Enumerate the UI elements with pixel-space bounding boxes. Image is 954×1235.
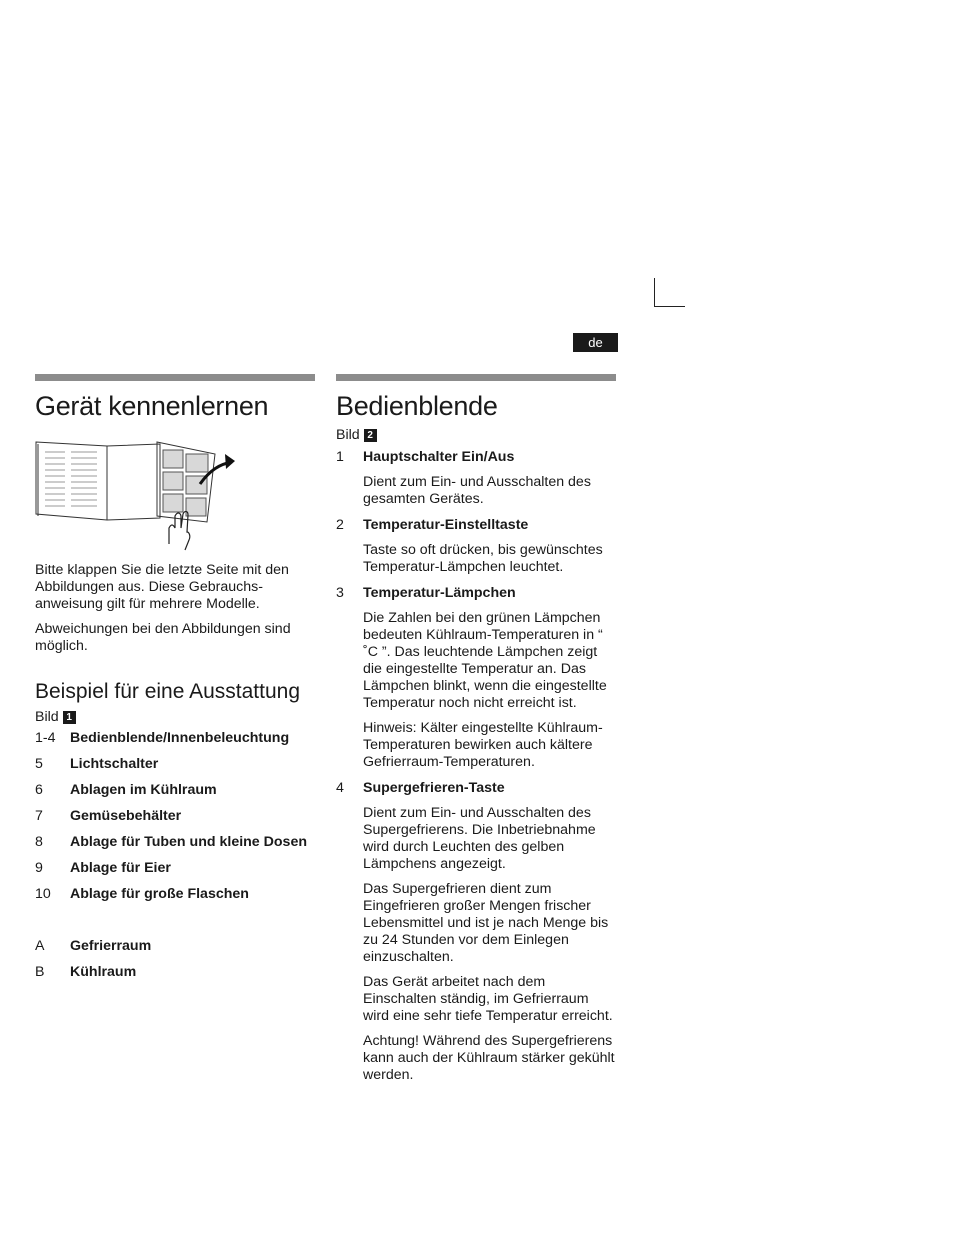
item-number: 2 bbox=[336, 517, 344, 533]
figure-number-badge: 2 bbox=[364, 429, 377, 442]
description-paragraph: Achtung! Während des Supergefrierens kann auch der Kühlraum stärker gekühlt werden. bbox=[363, 1033, 615, 1083]
intro-text-1: Bitte klappen Sie die letzte Seite mit den Abbildungen aus. Diese Gebrauchs-anweisung gilt für mehrere Modelle. bbox=[35, 562, 289, 612]
item-label: Supergefrieren-Taste bbox=[363, 780, 505, 796]
item-letter: A bbox=[35, 938, 45, 954]
item-label: Ablage für Tuben und kleine Dosen bbox=[70, 834, 308, 850]
list-item bbox=[35, 860, 315, 877]
figure-number-badge: 1 bbox=[63, 711, 76, 724]
language-badge: de bbox=[573, 333, 618, 352]
figure-label: Bild bbox=[35, 709, 59, 725]
item-label: Lichtschalter bbox=[70, 756, 159, 772]
section-bar bbox=[336, 374, 616, 381]
description-paragraph: Dient zum Ein- und Ausschalten des gesamten Gerätes. bbox=[363, 474, 591, 507]
item-number: 1 bbox=[336, 449, 344, 465]
description-paragraph: Die Zahlen bei den grünen Lämpchen bedeuten Kühlraum-Temperaturen in “ ˚C ”. Das leuchtende Lämpchen zeigt die eingestellte Temperatur an. Das Lämpchen blinkt, wenn die eingestellte Temperatur noch nicht erreicht ist. bbox=[363, 610, 607, 711]
item-label: Ablage für große Flaschen bbox=[70, 886, 249, 902]
list-item bbox=[35, 782, 315, 799]
section-title-bedienblende: Bedienblende bbox=[336, 391, 498, 421]
figure-label: Bild bbox=[336, 427, 360, 443]
left-column bbox=[35, 374, 315, 981]
right-column bbox=[336, 374, 616, 1084]
item-number: 4 bbox=[336, 780, 344, 796]
intro-text-2: Abweichungen bei den Abbildungen sind möglich. bbox=[35, 621, 291, 654]
control-item-supergefrieren bbox=[336, 780, 616, 797]
description-paragraph: Taste so oft drücken, bis gewünschtes Temperatur-Lämpchen leuchtet. bbox=[363, 542, 603, 575]
description-paragraph: Hinweis: Kälter eingestellte Kühlraum-Temperaturen bewirken auch kältere Gefrierraum-Temperaturen. bbox=[363, 720, 603, 770]
list-item bbox=[35, 808, 315, 825]
control-item-temperatur-laempchen bbox=[336, 585, 616, 602]
item-number: 9 bbox=[35, 860, 43, 876]
section-title-geraet: Gerät kennenlernen bbox=[35, 391, 269, 421]
item-number: 1-4 bbox=[35, 730, 56, 746]
list-item bbox=[35, 964, 315, 981]
crop-mark bbox=[654, 278, 685, 307]
list-item bbox=[35, 730, 315, 747]
control-item-temperatur-einstelltaste bbox=[336, 517, 616, 534]
control-item-hauptschalter bbox=[336, 449, 616, 466]
item-label: Ablage für Eier bbox=[70, 860, 171, 876]
list-item bbox=[35, 834, 315, 851]
figure-reference bbox=[336, 427, 616, 444]
item-number: 7 bbox=[35, 808, 43, 824]
item-label: Bedienblende/Innenbeleuchtung bbox=[70, 730, 290, 746]
item-label: Temperatur-Einstelltaste bbox=[363, 517, 529, 533]
item-letter: B bbox=[35, 964, 45, 980]
subsection-title-ausstattung: Beispiel für eine Ausstattung bbox=[35, 680, 301, 703]
item-label: Temperatur-Lämpchen bbox=[363, 585, 516, 601]
item-description bbox=[336, 610, 616, 771]
item-label: Ablagen im Kühlraum bbox=[70, 782, 217, 798]
item-label: Gemüsebehälter bbox=[70, 808, 182, 824]
item-number: 5 bbox=[35, 756, 43, 772]
description-paragraph: Das Supergefrieren dient zum Eingefrieren großer Mengen frischer Lebensmittel und ist je nach Menge bis zu 24 Stunden vor dem Einlegen einzuschalten. bbox=[363, 881, 609, 965]
description-paragraph: Das Gerät arbeitet nach dem Einschalten ständig, im Gefrierraum wird eine sehr tiefe Temperatur erreicht. bbox=[363, 974, 613, 1024]
list-item bbox=[35, 886, 315, 903]
section-bar bbox=[35, 374, 315, 381]
item-number: 3 bbox=[336, 585, 344, 601]
item-number: 8 bbox=[35, 834, 43, 850]
item-label: Gefrierraum bbox=[70, 938, 152, 954]
item-number: 6 bbox=[35, 782, 43, 798]
fold-out-page-illustration bbox=[35, 432, 240, 552]
list-item bbox=[35, 756, 315, 773]
item-label: Kühlraum bbox=[70, 964, 137, 980]
item-description bbox=[336, 805, 616, 1084]
list-item bbox=[35, 938, 315, 955]
figure-reference bbox=[35, 709, 315, 726]
description-paragraph: Dient zum Ein- und Ausschalten des Supergefrierens. Die Inbetriebnahme wird durch Leuchten des gelben Lämpchens angezeigt. bbox=[363, 805, 596, 872]
item-number: 10 bbox=[35, 886, 51, 902]
item-label: Hauptschalter Ein/Aus bbox=[363, 449, 515, 465]
item-description bbox=[336, 542, 616, 576]
item-description bbox=[336, 474, 616, 508]
